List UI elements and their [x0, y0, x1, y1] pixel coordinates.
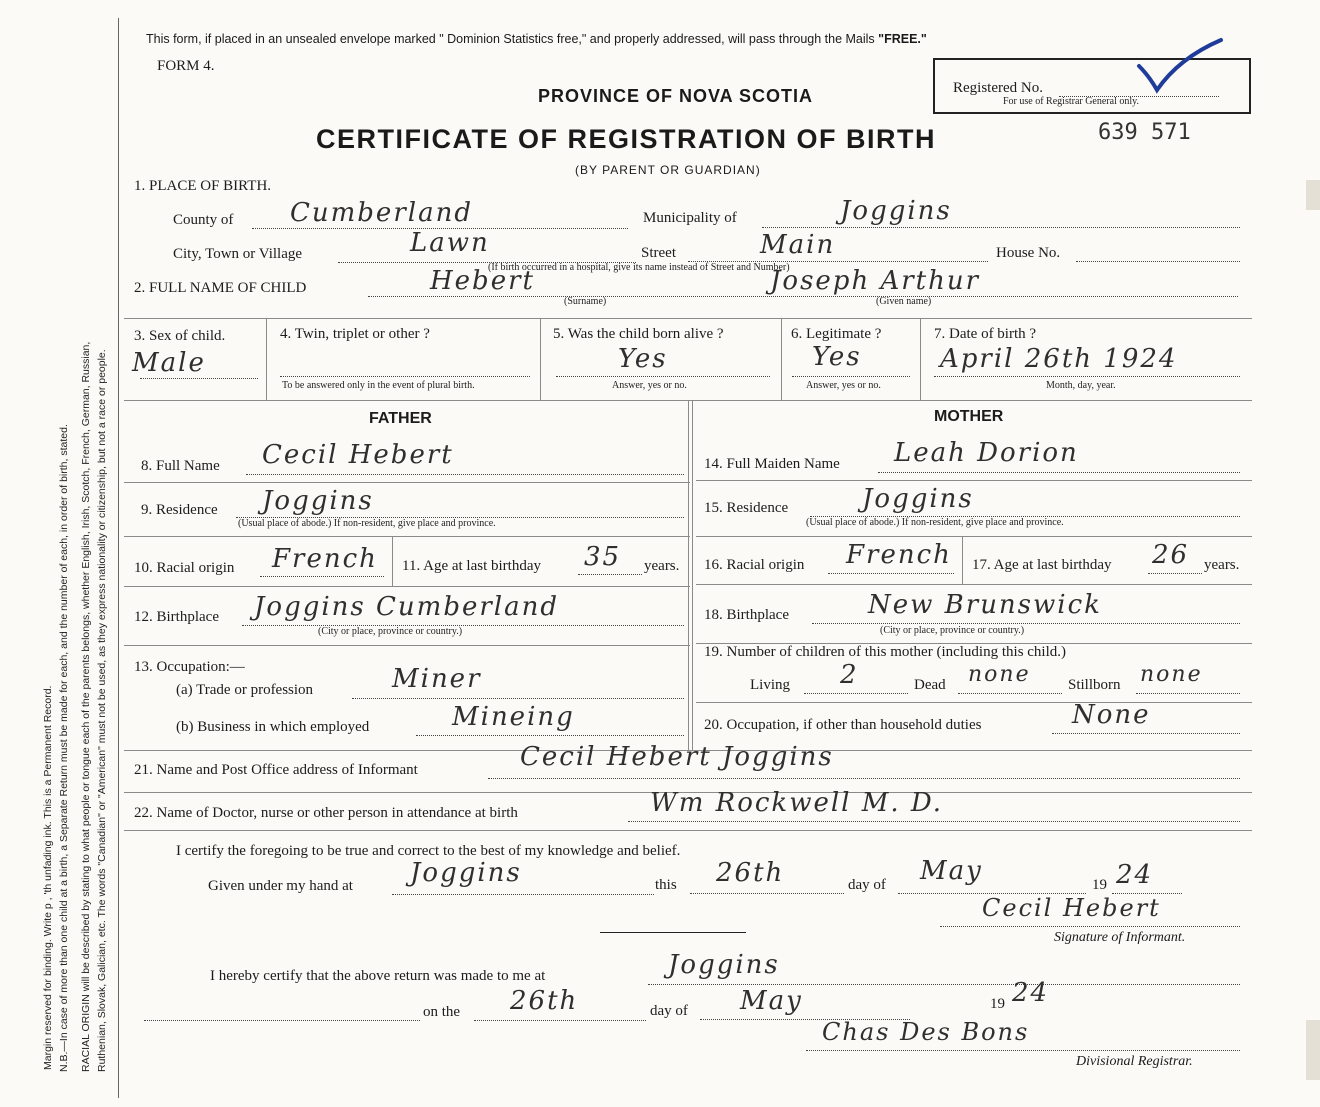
informant-label: 21. Name and Post Office address of Informant	[134, 762, 418, 778]
registrar-dayof-label: day of	[650, 1003, 688, 1019]
registrar-place-line	[648, 984, 1240, 985]
father-business-label: (b) Business in which employed	[176, 719, 370, 735]
rule	[696, 480, 1252, 481]
given-name-caption: (Given name)	[876, 296, 932, 307]
registrar-year-prefix: 19	[990, 996, 1005, 1012]
street-value: Main	[760, 230, 836, 260]
margin-note-multiple-births: N.B.—In case of more than one child at a birth, a Separate Return must be made for each, and the number of each, in order of birth, stated.	[58, 424, 70, 1072]
father-race-value: French	[272, 544, 378, 574]
dob-value: April 26th 1924	[940, 344, 1178, 374]
legitimate-label: 6. Legitimate ?	[791, 326, 882, 342]
given-label: Given under my hand at	[208, 878, 353, 894]
father-business-value: Mineing	[452, 702, 575, 732]
given-dayof-label: day of	[848, 877, 886, 893]
mother-race-value: French	[846, 540, 952, 570]
stillborn-line	[1136, 693, 1240, 694]
edge-shadow	[1306, 180, 1320, 210]
child-given-name-value: Joseph Arthur	[770, 266, 981, 296]
certify-statement: I certify the foregoing to be true and correct to the best of my knowledge and belief.	[176, 843, 681, 859]
sex-line	[140, 378, 258, 379]
legitimate-value: Yes	[812, 342, 862, 372]
father-name-label: 8. Full Name	[141, 458, 220, 474]
rule	[696, 536, 1252, 537]
mother-birthplace-value: New Brunswick	[868, 590, 1102, 620]
mother-birthplace-note: (City or place, province or country.)	[880, 625, 1025, 636]
mail-note: This form, if placed in an unsealed envelope marked " Dominion Statistics free," and properly addressed, will pass through the Mails "FREE."	[146, 32, 927, 46]
living-line	[804, 693, 908, 694]
edge-shadow	[1306, 1020, 1320, 1080]
father-race-line	[260, 576, 384, 577]
municipality-label: Municipality of	[643, 210, 737, 226]
mother-occupation-label: 20. Occupation, if other than household duties	[704, 717, 982, 733]
registrar-caption: Divisional Registrar.	[1076, 1054, 1193, 1069]
child-name-line	[368, 296, 1238, 297]
rule	[920, 318, 921, 400]
alive-line	[556, 376, 770, 377]
living-label: Living	[750, 677, 790, 693]
form-number: FORM 4.	[157, 58, 215, 74]
father-residence-value: Joggins	[262, 486, 374, 516]
dob-line	[934, 376, 1240, 377]
column-divider	[688, 400, 689, 750]
registrar-signature: Chas Des Bons	[822, 1018, 1030, 1046]
stillborn-value: none	[1140, 662, 1203, 687]
municipality-line	[762, 227, 1240, 228]
mother-abode-note: (Usual place of abode.) If non-resident, give place and province.	[806, 517, 1064, 528]
municipality-value: Joggins	[840, 196, 952, 226]
twin-note: To be answered only in the event of plural birth.	[282, 380, 475, 391]
rule	[696, 584, 1252, 585]
mother-residence-value: Joggins	[862, 484, 974, 514]
dob-label: 7. Date of birth ?	[934, 326, 1037, 342]
father-birthplace-line	[242, 625, 684, 626]
father-age-line	[578, 574, 642, 575]
registered-note: For use of Registrar General only.	[1003, 96, 1139, 107]
checkmark-icon	[1135, 36, 1225, 96]
margin-note-binding: Margin reserved for binding. Write p , 'th unfading ink. This is a Permanent Record.	[42, 685, 54, 1070]
given-day-line	[690, 893, 844, 894]
stillborn-label: Stillborn	[1068, 677, 1121, 693]
given-month-value: May	[920, 856, 983, 886]
registrar-place-value: Joggins	[668, 950, 780, 980]
given-year-prefix: 19	[1092, 877, 1107, 893]
mother-age-value: 26	[1152, 540, 1190, 570]
rule	[124, 830, 1252, 831]
father-occupation-label: 13. Occupation:—	[134, 659, 245, 675]
father-trade-label: (a) Trade or profession	[176, 682, 314, 698]
mother-birthplace-label: 18. Birthplace	[704, 607, 789, 623]
informant-line	[488, 778, 1240, 779]
county-label: County of	[173, 212, 234, 228]
registrar-pre-line	[144, 1020, 420, 1021]
father-trade-line	[352, 698, 684, 699]
alive-value: Yes	[618, 344, 668, 374]
county-value: Cumberland	[290, 198, 473, 228]
signature-caption: Signature of Informant.	[1054, 930, 1186, 945]
this-label: this	[655, 877, 677, 893]
mother-name-line	[878, 472, 1240, 473]
father-birthplace-label: 12. Birthplace	[134, 609, 219, 625]
father-name-value: Cecil Hebert	[262, 440, 454, 470]
rule	[124, 318, 1252, 319]
mother-birthplace-line	[812, 623, 1240, 624]
rule	[781, 318, 782, 400]
rule	[696, 702, 1252, 703]
twin-label: 4. Twin, triplet or other ?	[280, 326, 430, 342]
legitimate-line	[792, 376, 910, 377]
father-abode-note: (Usual place of abode.) If non-resident, give place and province.	[238, 518, 496, 529]
father-residence-label: 9. Residence	[141, 502, 218, 518]
father-birthplace-value: Joggins Cumberland	[254, 592, 559, 622]
mother-residence-label: 15. Residence	[704, 500, 789, 516]
rule	[962, 536, 963, 584]
sex-label: 3. Sex of child.	[134, 328, 226, 344]
hospital-note: (If birth occurred in a hospital, give its name instead of Street and Number)	[488, 262, 790, 273]
given-day-value: 26th	[716, 858, 785, 888]
column-divider	[692, 400, 693, 750]
informant-value: Cecil Hebert Joggins	[520, 742, 834, 772]
mother-name-value: Leah Dorion	[894, 438, 1079, 468]
surname-caption: (Surname)	[564, 296, 607, 307]
mother-heading: MOTHER	[934, 408, 1004, 425]
father-age-value: 35	[584, 542, 622, 572]
city-label: City, Town or Village	[173, 246, 303, 262]
certificate-subtitle: (BY PARENT OR GUARDIAN)	[575, 163, 761, 177]
dead-line	[958, 693, 1062, 694]
sex-value: Male	[132, 348, 206, 378]
father-years-label: years.	[644, 558, 680, 574]
child-name-label: 2. FULL NAME OF CHILD	[134, 280, 307, 296]
rule	[124, 645, 690, 646]
registrar-month-value: May	[740, 986, 803, 1016]
mother-children-label: 19. Number of children of this mother (including this child.)	[704, 644, 1067, 660]
dead-label: Dead	[914, 677, 946, 693]
alive-label: 5. Was the child born alive ?	[553, 326, 724, 342]
street-label: Street	[641, 245, 676, 261]
mother-name-label: 14. Full Maiden Name	[704, 456, 840, 472]
rule	[124, 536, 690, 537]
doctor-label: 22. Name of Doctor, nurse or other person in attendance at birth	[134, 805, 518, 821]
mother-occupation-value: None	[1072, 700, 1151, 730]
father-age-label: 11. Age at last birthday	[402, 558, 541, 574]
given-place-value: Joggins	[410, 858, 522, 888]
dead-value: none	[968, 662, 1031, 687]
mother-age-label: 17. Age at last birthday	[972, 557, 1112, 573]
mother-race-label: 16. Racial origin	[704, 557, 805, 573]
mother-years-label: years.	[1204, 557, 1240, 573]
twin-line	[280, 376, 530, 377]
father-trade-value: Miner	[392, 664, 482, 694]
father-heading: FATHER	[369, 410, 432, 427]
mother-occupation-line	[1052, 733, 1240, 734]
registrar-year-value: 24	[1012, 978, 1050, 1008]
place-of-birth-label: 1. PLACE OF BIRTH.	[134, 178, 272, 194]
registrar-day-line	[474, 1020, 646, 1021]
margin-note-racial-origin: RACIAL ORIGIN will be described by stating to what people or tongue each of the parents belongs, whether English, Irish, Scotch, French, German, Russian,	[80, 341, 92, 1072]
legitimate-note: Answer, yes or no.	[806, 380, 881, 391]
father-name-line	[246, 474, 684, 475]
father-business-line	[416, 735, 684, 736]
rule	[124, 586, 690, 587]
registered-label: Registered No.	[953, 80, 1043, 96]
rule	[124, 482, 690, 483]
mother-age-line	[1148, 573, 1202, 574]
informant-signature-line	[940, 926, 1240, 927]
given-place-line	[392, 894, 654, 895]
separator-line	[600, 932, 746, 933]
rule	[266, 318, 267, 400]
doctor-value: Wm Rockwell M. D.	[650, 788, 944, 818]
province-heading: PROVINCE OF NOVA SCOTIA	[538, 86, 814, 106]
informant-signature: Cecil Hebert	[982, 894, 1161, 922]
doctor-line	[628, 821, 1240, 822]
father-birthplace-note: (City or place, province or country.)	[318, 626, 463, 637]
given-year-value: 24	[1116, 860, 1154, 890]
registrar-day-value: 26th	[510, 986, 579, 1016]
living-value: 2	[840, 660, 859, 690]
house-line	[1076, 261, 1240, 262]
rule	[392, 536, 393, 586]
registrar-statement: I hereby certify that the above return was made to me at	[210, 968, 546, 984]
margin-note-nationality: Ruthenian, Slovak, Galician, etc. The words "Canadian" or "American" must not be used, as they express nationality or citizenship, but not a race or people.	[96, 349, 108, 1072]
registrar-signature-line	[806, 1050, 1240, 1051]
house-label: House No.	[996, 245, 1061, 261]
dob-note: Month, day, year.	[1046, 380, 1116, 391]
certificate-title: CERTIFICATE OF REGISTRATION OF BIRTH	[316, 124, 936, 154]
alive-note: Answer, yes or no.	[612, 380, 687, 391]
mother-race-line	[828, 573, 954, 574]
city-value: Lawn	[410, 228, 490, 258]
registered-number: 639 571	[1098, 120, 1191, 145]
child-surname-value: Hebert	[430, 266, 535, 296]
margin-rule	[118, 18, 119, 1098]
on-the-label: on the	[423, 1004, 461, 1020]
rule	[540, 318, 541, 400]
father-race-label: 10. Racial origin	[134, 560, 235, 576]
